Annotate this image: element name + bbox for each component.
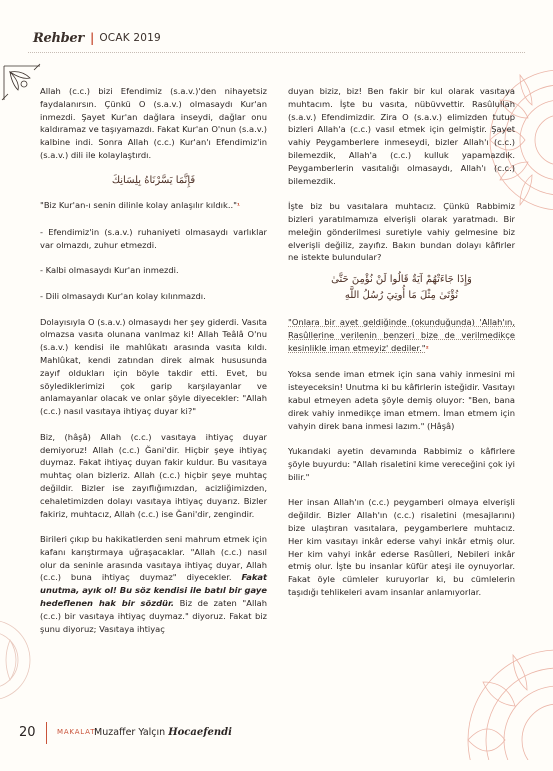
section-label: MAKALAT bbox=[57, 728, 96, 736]
paragraph: Biz, (hâşâ) Allah (c.c.) vasıtaya ihtiyaç duyar demiyoruz! Allah (c.c.) Ğani'dir. Hiçbir şeye ihtiyaç duymaz. Fakat ihtiyaç duyan fakir kuldur. Bu vasıtaya muhtaç olan bizleriz. Allah (c.c.) hiçbir şeye muhtaç değildir. Bizler ise zayıflığımızdan, acizliğimizden, cehaletimizden dolayı vasıtaya ihtiyaç duyarız. Bizler fakiriz, muhtacız, Allah (c.c.) ise Ğani'dir, zengindir. bbox=[40, 431, 267, 519]
paragraph: Yoksa sende iman etmek için sana vahiy inmesini mi isteyeceksin! Unutma ki bu kâfirlerin isteğidir. Vasıtayı kabul etmeyen adeta şöyle demiş oluyor: "Ben, bana direk vahiy inmedikçe iman etmem. İman etmem için vahyin direk bana inmesi lazım." (Hâşâ) bbox=[288, 369, 515, 431]
magazine-brand: Rehber bbox=[33, 30, 84, 46]
page-header bbox=[33, 30, 161, 46]
left-column bbox=[40, 85, 267, 648]
footnote-mark: ¹ bbox=[236, 202, 241, 211]
paragraph: Birileri çıkıp bu hakikatlerden seni mahrum etmek için kafanı karıştırmaya uğraşacaklar. "Allah (c.c.) nasıl olur da seninle arasında vasıtaya ihtiyaç duyar, Allah (c.c.) buna ihtiyaç duymaz" diyecekler. Fakat unutma, ayık ol! Bu söz kendisi ile batıl bir gaye hedeflenen hak bir sözdür. Biz de zaten "Allah (c.c.) bir vasıtaya ihtiyaç duymaz." diyoruz. Fakat biz şunu diyoruz; Vasıtaya ihtiyaç bbox=[40, 534, 268, 634]
paragraph: - Efendimiz'in (s.a.v.) ruhaniyeti olmasaydı varlıklar var olmazdı, zuhur etmezdi. bbox=[40, 226, 267, 250]
author-name: Muzaffer Yalçın Hocaefendi bbox=[94, 727, 232, 738]
footer-divider bbox=[46, 722, 47, 744]
corner-ornament-bottom-icon bbox=[0, 610, 40, 710]
header-rule bbox=[28, 52, 525, 53]
paragraph: Yukarıdaki ayetin devamında Rabbimiz o kâfirlere şöyle buyurdu: "Allah risaletini kime vereceğini çok iyi bilir." bbox=[288, 446, 515, 482]
paragraph: Allah (c.c.) bizi Efendimiz (s.a.v.)'den nihayetsiz faydalanırsın. Çünkü O (s.a.v.) olmasaydı Kur'an inmezdi. Şayet Kur'an dağlara inseydi, dağlar onu kaldıramaz ve taşıyamazdı. Fakat Kur'an O'nun (s.a.v.) kalbine indi. Sonra Allah (c.c.) Kur'an'ı Efendimiz'in (s.a.v.) dili ile kolaylaştırdı. bbox=[40, 86, 267, 160]
issue-date: OCAK 2019 bbox=[99, 32, 161, 44]
arabic-verse: وَإِذَا جَاءَتْهُمْ آيَةٌ قَالُوا لَنْ نُؤْمِنَ حَتَّىٰ نُؤْتَىٰ مِثْلَ مَا أُوتِيَ رُسُلُ اللَّهِ bbox=[331, 274, 472, 302]
paragraph: - Dili olmasaydı Kur'an kolay kılınmazdı. bbox=[40, 290, 206, 301]
paragraph: duyan biziz, biz! Ben fakir bir kul olarak vasıtaya muhtacım. İşte bu vasıta, nübüvvettir. Rasûlullah (s.a.v.) Efendimizdir. Zira O (s.a.v.) elimizden tutup bizleri Allah'a (c.c.) vasıl etmek için gelmiştir. Şayet vahiy Peygamberlere inmeseydi, bizler Allah'ı (c.c.) bilemezdik, Allah'a (c.c.) kulluk yapamazdık. Peygamberlerin vasıtalığı olmasaydı, Allah'ı (c.c.) bilemezdik. bbox=[288, 86, 515, 186]
footnote-mark: ² bbox=[425, 344, 429, 353]
paragraph: Dolayısıyla O (s.a.v.) olmasaydı her şey giderdi. Vasıta olmazsa vasıta olunana vanlmaz ki! Allah Teâlâ O'nu (s.a.v.) kendisi ile mahlûkatı arasında vasıta kıldı. Mahlûkat, kendi zatından direk almak hususunda zayıf oldukları için böyle takdir etti. Evet, bu söylediklerimizi çok garip karşılayanlar ve anlamayanlar olacak ve onlar şöyle diyecekler: "Allah (c.c.) nasıl vasıtaya ihtiyaç duyar ki?" bbox=[40, 316, 267, 417]
mandala-ornament-bottom-icon bbox=[453, 620, 553, 760]
verse-translation: "Onlara bir ayet geldiğinde (okunduğunda) 'Allah'ın, Rasûllerine verilenin benzeri bize de verilmedikçe kesinlikle iman etmeyiz' dediler."² bbox=[288, 317, 515, 353]
verse-translation: "Biz Kur'an-ı senin dilinle kolay anlaşılır kıldık.."¹ bbox=[40, 200, 241, 211]
header-separator: | bbox=[89, 31, 95, 45]
paragraph: Her insan Allah'ın (c.c.) peygamberi olmaya elverişli değildir. Bizler Allah'ın (c.c.) risaletini (mesajlarını) bize ulaştıran vasıtalara, peygamberlere muhtacız. Her kim vasıtayı inkâr ederse vahyi inkâr etmiş olur. Her kim vahyi inkâr ederse Rasûlleri, Nebileri inkâr etmiş olur. İşte bu insanlar küfür ateşi ile oynuyorlar. Fakat öyle cümleler kuruyorlar ki, bu cümlelerin taşıdığı tehlikeleri avam insanlar anlamıyorlar. bbox=[288, 497, 515, 597]
page-number: 20 bbox=[19, 725, 36, 740]
arabic-verse: فَإِنَّمَا يَسَّرْنَاهُ بِلِسَانِكَ bbox=[111, 174, 196, 186]
paragraph: - Kalbi olmasaydı Kur'an inmezdi. bbox=[40, 265, 179, 276]
emphasis-text: Fakat unutma, ayık ol! Bu söz kendisi ile batıl bir gaye hedeflenen hak bir sözdür. bbox=[40, 572, 268, 609]
right-column bbox=[288, 85, 515, 611]
paragraph: İşte biz bu vasıtalara muhtacız. Çünkü Rabbimiz bizleri yaratılmamıza elverişli olarak yaratmadı. Bir meleğin gönderilmesi suretiyle vahiy gelmesine biz elverişli değiliz, zayıfız. Bakın bundan dolayı kâfirler ne istekte bulundular? bbox=[288, 201, 515, 263]
